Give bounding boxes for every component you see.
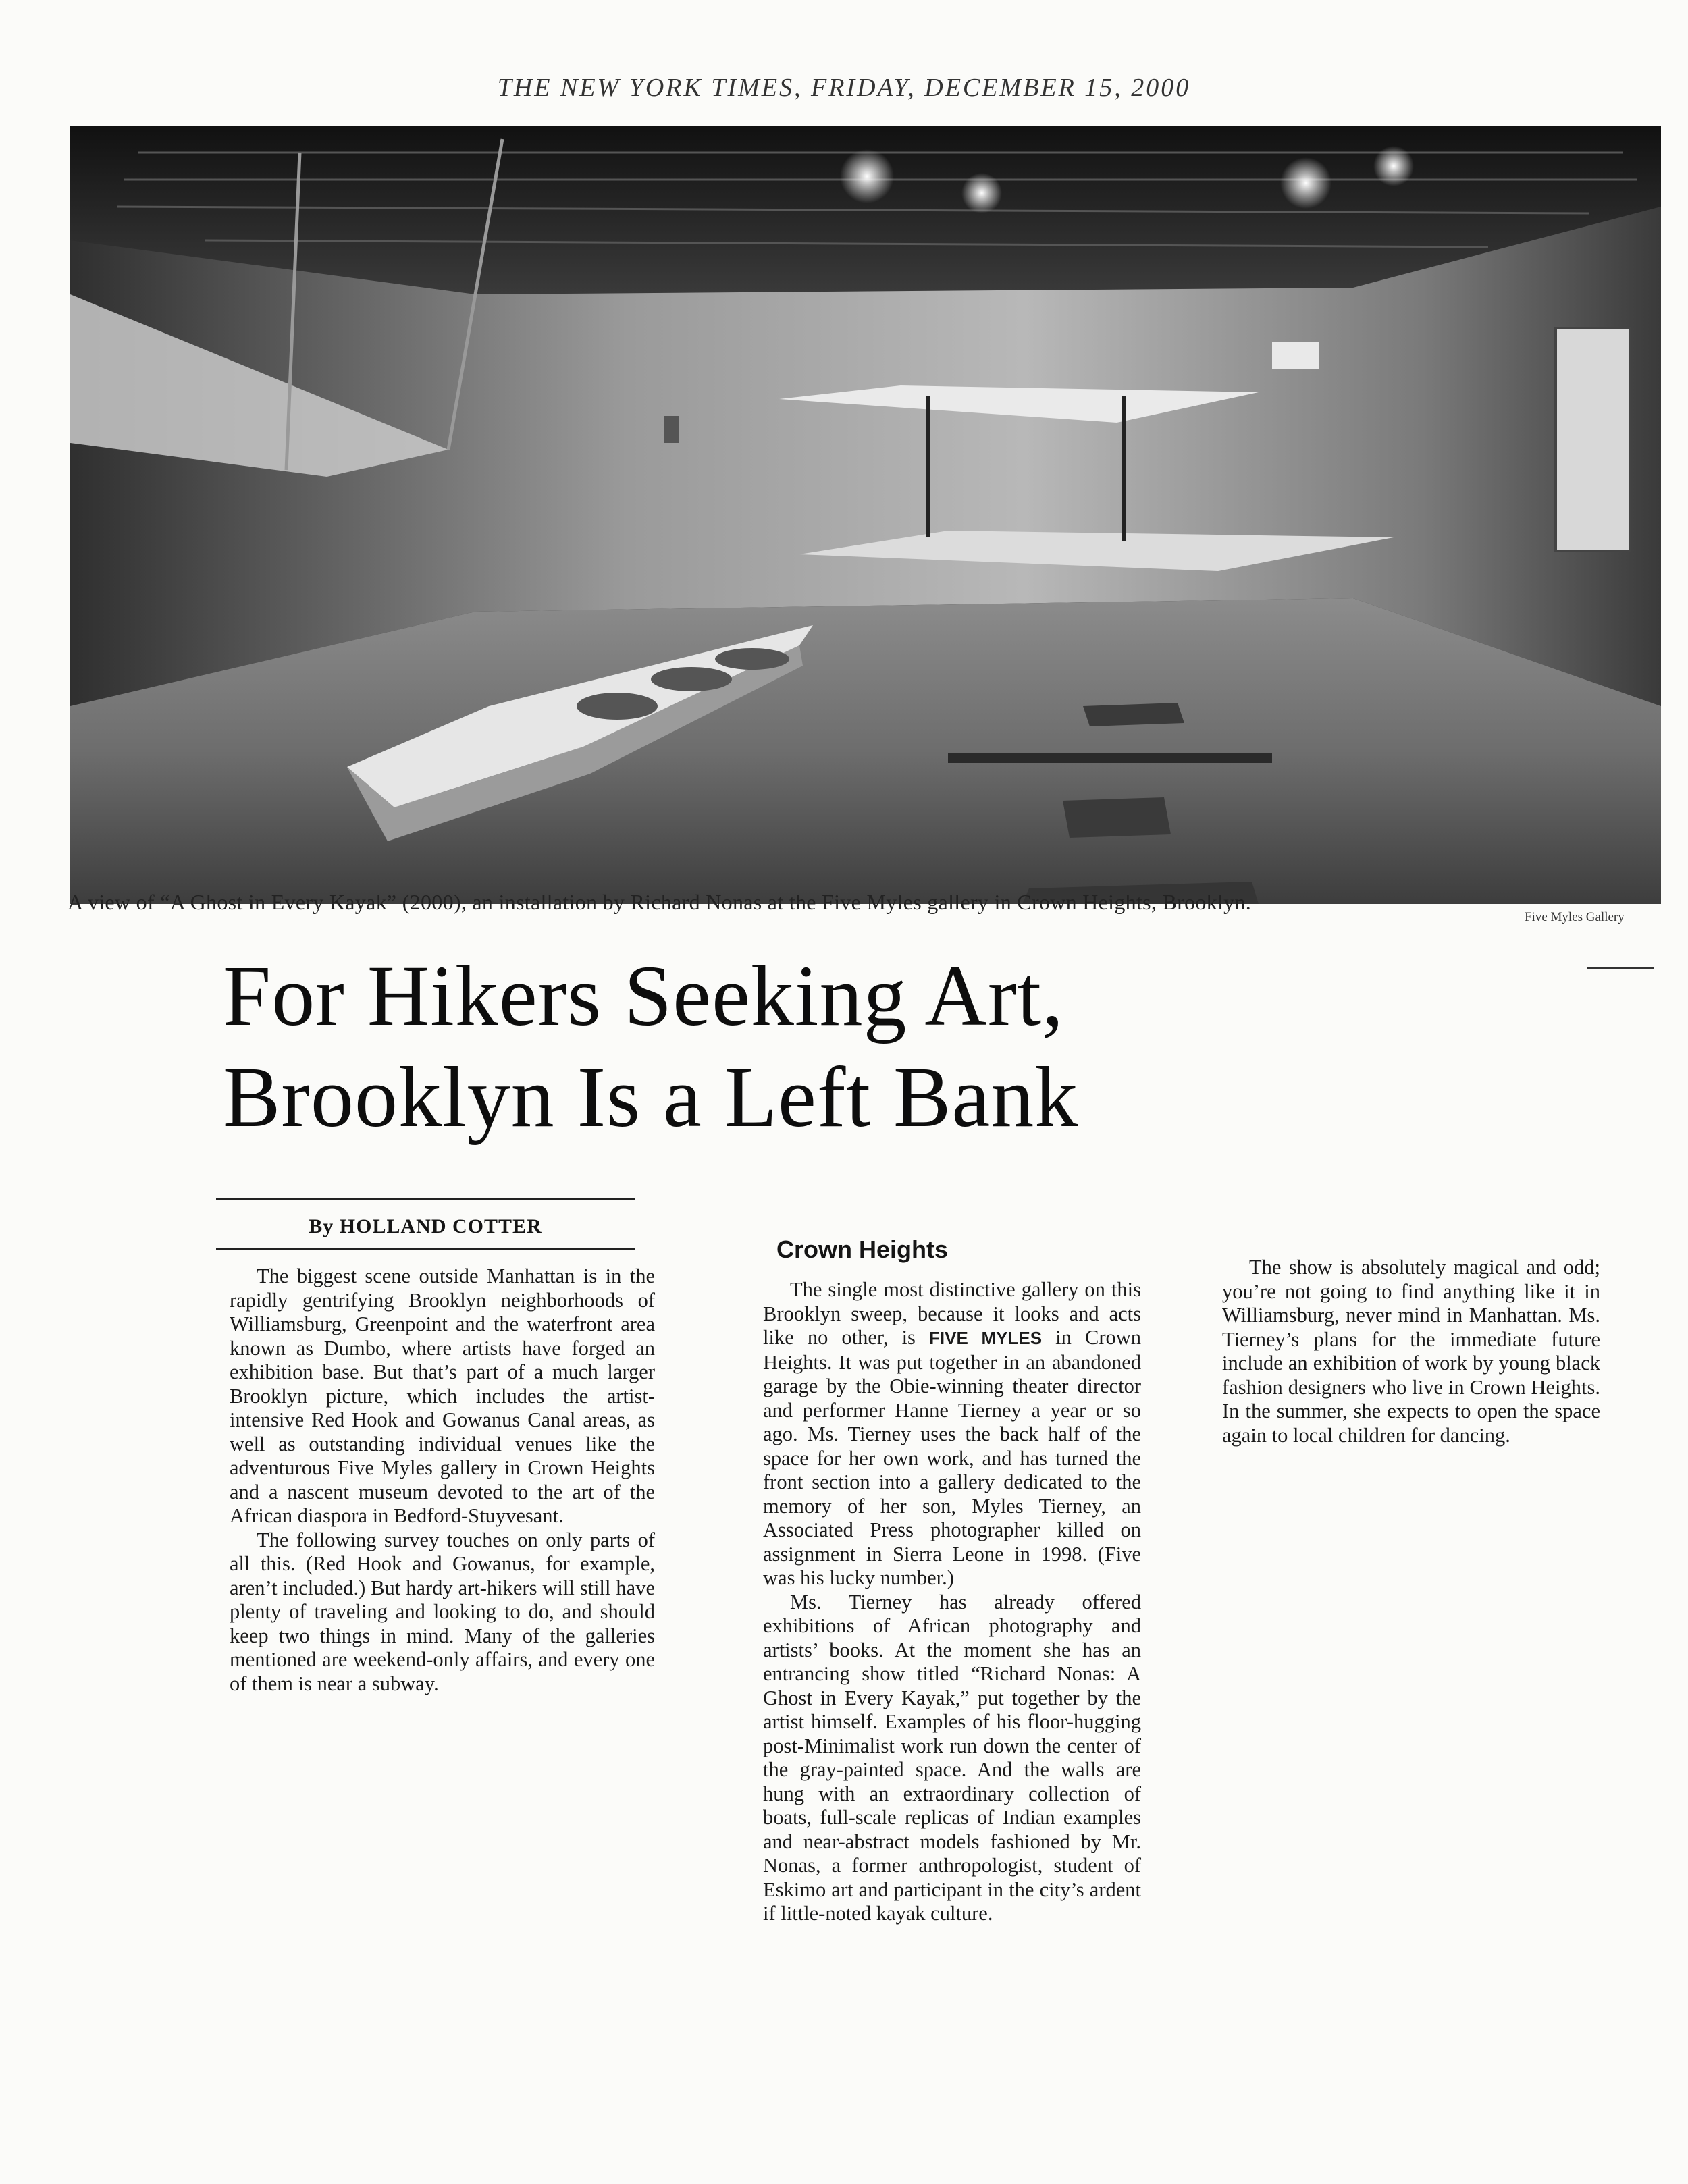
- gallery-name: FIVE MYLES: [929, 1328, 1043, 1348]
- column-2-paragraph-1: [763, 1278, 1141, 1591]
- article-column-3: [1222, 1256, 1600, 1447]
- column-1-paragraph-2: The following survey touches on only parts of all this. (Red Hook and Gowanus, for example, aren’t included.) But hardy art-hikers will still have plenty of traveling and looking to do, and should keep two things in mind. Many of the galleries mentioned are weekend-only affairs, and every one of them is near a subway.: [230, 1528, 655, 1695]
- photo-credit: Five Myles Gallery: [1525, 910, 1625, 924]
- byline-rule-top: [216, 1198, 635, 1200]
- column-2-text-before: The single most distinctive gallery on this Brooklyn sweep, because it looks and acts like no other, is: [763, 1278, 1141, 1349]
- headline-line-1: For Hikers Seeking Art,: [223, 948, 1064, 1044]
- headline-line-2: Brooklyn Is a Left Bank: [223, 1049, 1079, 1145]
- divider: [1587, 967, 1654, 969]
- gallery-photo: [70, 126, 1661, 904]
- byline-rule-bottom: [216, 1248, 635, 1250]
- byline: By HOLLAND COTTER: [309, 1215, 542, 1237]
- column-2-paragraph-2: Ms. Tierney has already offered exhibitions of African photography and artists’ books. At the moment she has an entrancing show titled “Richard Nonas: A Ghost in Every Kayak,” put together by the artist himself. Examples of his floor-hugging post-Minimalist work run down the center of the gray-painted space. And the walls are hung with an extraordinary collection of boats, full-scale replicas of Indian examples and near-abstract models fashioned by Mr. Nonas, a former anthropologist, student of Eskimo art and participant in the city’s ardent if little-noted kayak culture.: [763, 1590, 1141, 1925]
- dateline: THE NEW YORK TIMES, FRIDAY, DECEMBER 15, 2000: [497, 74, 1191, 102]
- article-column-1: [230, 1264, 655, 1696]
- photo-caption: A view of “A Ghost in Every Kayak” (2000), an installation by Richard Nonas at the Five Myles gallery in Crown Heights, Brooklyn.: [68, 890, 1252, 914]
- gallery-photo-image: [70, 126, 1661, 904]
- section-subhead: Crown Heights: [776, 1235, 949, 1263]
- column-2-text-after: in Crown Heights. It was put together in an abandoned garage by the Obie-winning theater director and performer Hanne Tierney a year or so ago. Ms. Tierney uses the back half of the space for her own work, and has turned the front section into a gallery dedicated to the memory of her son, Myles Tierney, an Associated Press photographer killed on assignment in Sierra Leone in 1998. (Five was his lucky number.): [763, 1326, 1142, 1589]
- headline: [223, 945, 1506, 1148]
- article-column-2: [763, 1278, 1141, 1926]
- column-1-paragraph-1: The biggest scene outside Manhattan is in the rapidly gentrifying Brooklyn neighborhoods of Williamsburg, Greenpoint and the waterfront area known as Dumbo, where artists have forged an exhibition base. But that’s part of a much larger Brooklyn picture, which includes the artist-intensive Red Hook and Gowanus Canal areas, as well as outstanding individual venues like the adventurous Five Myles gallery in Crown Heights and a nascent museum devoted to the art of the African diaspora in Bedford-Stuyvesant.: [230, 1264, 655, 1527]
- column-3-paragraph-1: The show is absolutely magical and odd; you’re not going to find anything like it in Williamsburg, never mind in Manhattan. Ms. Tierney’s plans for the immediate future include an exhibition of work by young black fashion designers who live in Crown Heights. In the summer, she expects to open the space again to local children for dancing.: [1222, 1256, 1600, 1447]
